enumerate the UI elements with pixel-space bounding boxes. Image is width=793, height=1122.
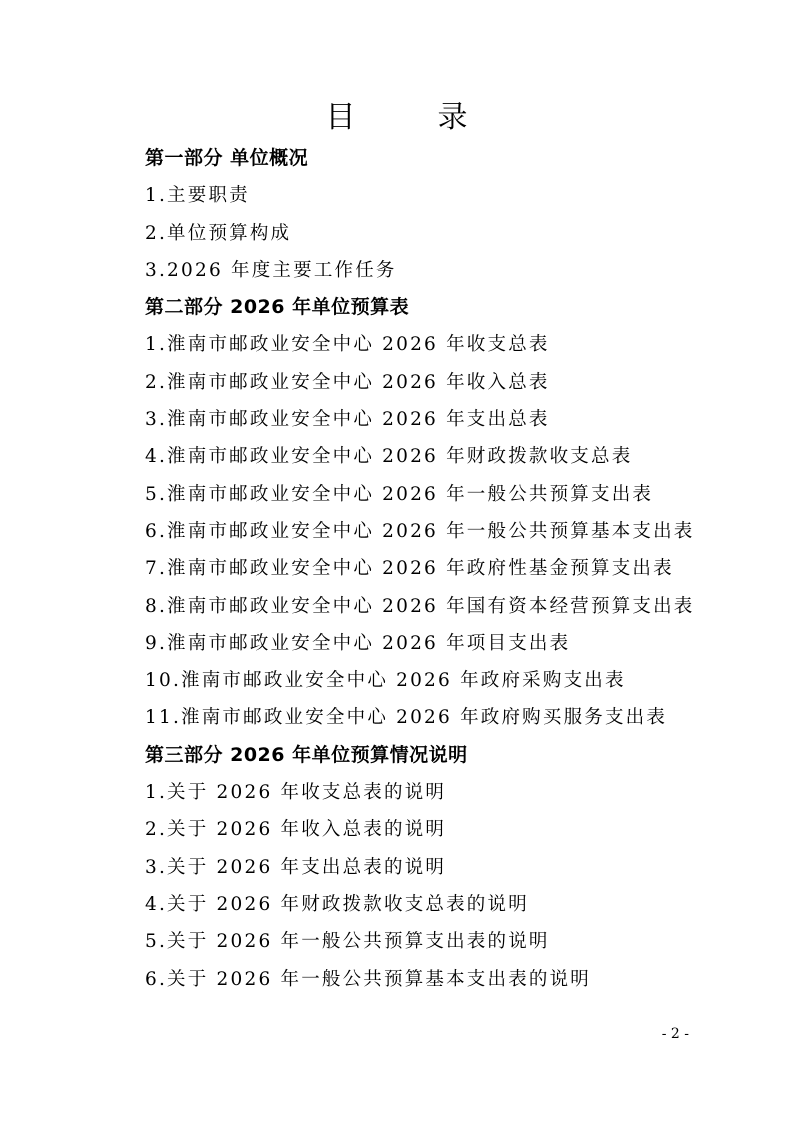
toc-item: 2.淮南市邮政业安全中心 2026 年收入总表 [145,371,550,393]
toc-section-heading: 第二部分 2026 年单位预算表 [145,296,410,319]
table-of-contents [145,140,765,998]
toc-item: 9.淮南市邮政业安全中心 2026 年项目支出表 [145,632,571,654]
toc-item: 1.关于 2026 年收支总表的说明 [145,782,447,804]
toc-item: 1.淮南市邮政业安全中心 2026 年收支总表 [145,334,550,356]
toc-item: 11.淮南市邮政业安全中心 2026 年政府购买服务支出表 [145,707,668,729]
toc-item: 5.关于 2026 年一般公共预算支出表的说明 [145,931,550,953]
toc-item: 3.关于 2026 年支出总表的说明 [145,856,447,878]
page-title: 目 录 [325,100,494,135]
toc-item: 4.淮南市邮政业安全中心 2026 年财政拨款收支总表 [145,446,633,468]
toc-item: 6.关于 2026 年一般公共预算基本支出表的说明 [145,968,591,990]
toc-item: 2.单位预算构成 [145,222,292,244]
toc-item: 5.淮南市邮政业安全中心 2026 年一般公共预算支出表 [145,483,654,505]
toc-item: 4.关于 2026 年财政拨款收支总表的说明 [145,893,529,915]
toc-item: 8.淮南市邮政业安全中心 2026 年国有资本经营预算支出表 [145,595,695,617]
toc-item: 7.淮南市邮政业安全中心 2026 年政府性基金预算支出表 [145,558,674,580]
page-number: - 2 - [661,1026,689,1042]
toc-item: 6.淮南市邮政业安全中心 2026 年一般公共预算基本支出表 [145,520,695,542]
toc-item: 3.2026 年度主要工作任务 [145,259,397,281]
toc-item: 1.主要职责 [145,185,250,207]
toc-section-heading: 第一部分 单位概况 [145,147,309,169]
toc-item: 10.淮南市邮政业安全中心 2026 年政府采购支出表 [145,670,626,692]
toc-section-heading: 第三部分 2026 年单位预算情况说明 [145,743,468,766]
toc-item: 3.淮南市邮政业安全中心 2026 年支出总表 [145,409,550,431]
toc-item: 2.关于 2026 年收入总表的说明 [145,819,447,841]
